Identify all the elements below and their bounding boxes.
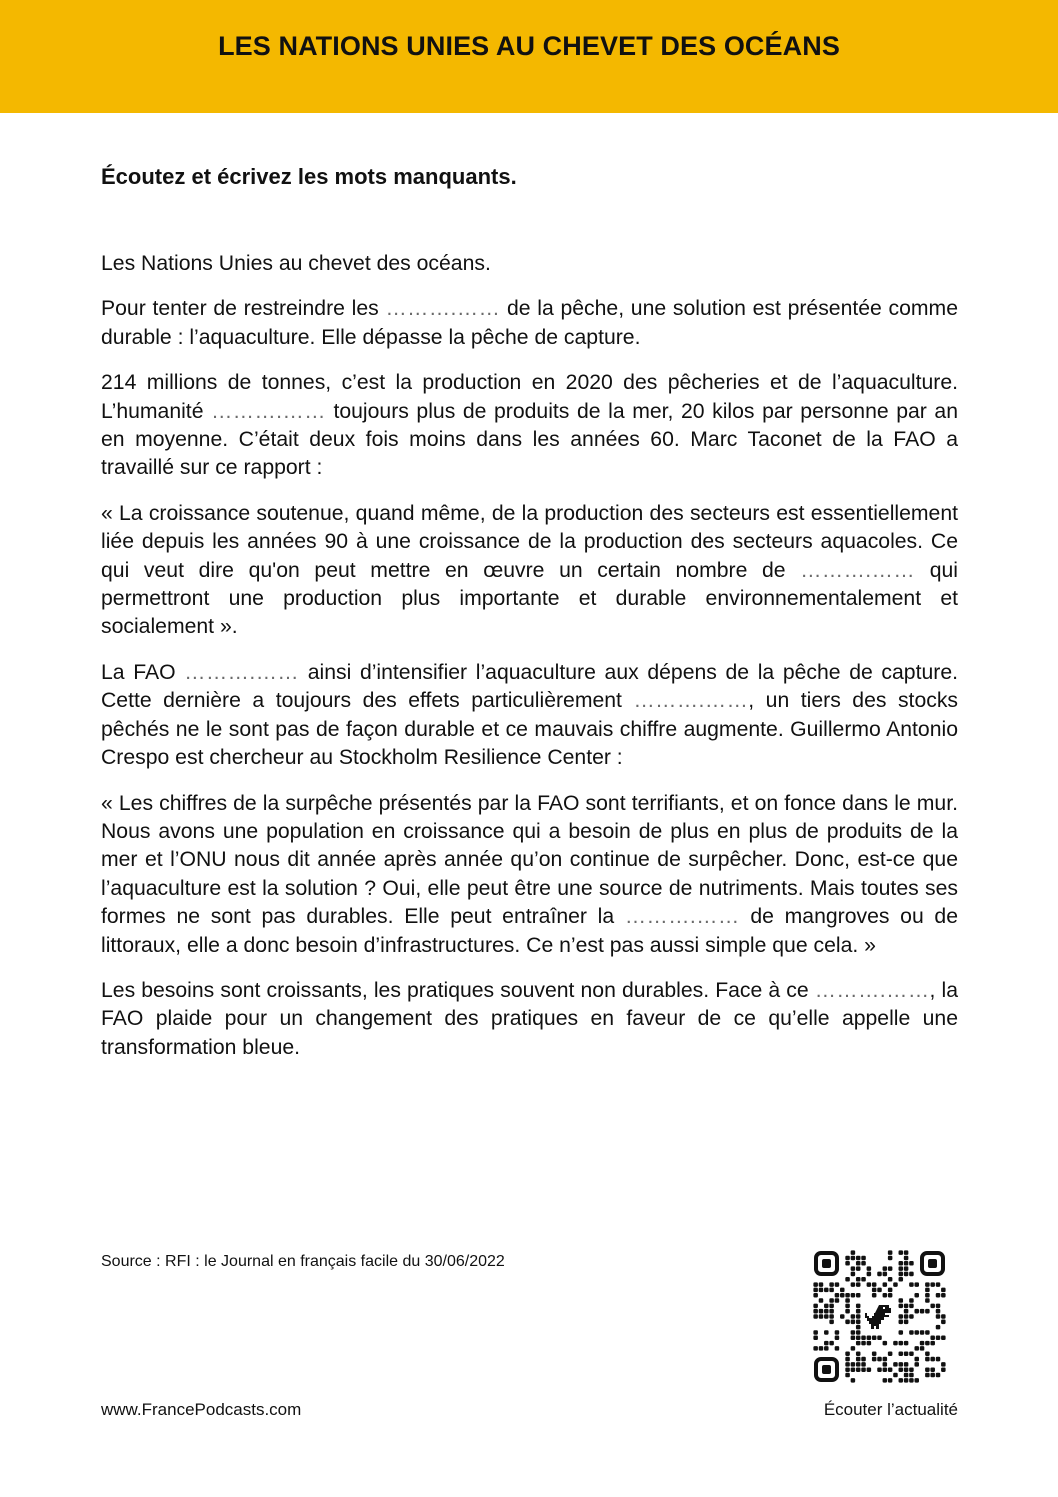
text-segment: Les besoins sont croissants, les pratiques souvent non durables. Face à ce xyxy=(101,978,815,1002)
text-segment: « La croissance soutenue, quand même, de la production des secteurs est essentiellement liée depuis les années 90 à une croissance de la production des secteurs aquacoles. Ce qui veut dire qu'on peut mettre en œuvre un certain nombre de xyxy=(101,501,958,582)
blank-gap[interactable]: ……….…… xyxy=(211,399,326,423)
page-title: LES NATIONS UNIES AU CHEVET DES OCÉANS xyxy=(218,31,840,61)
qr-code-dinosaur-icon[interactable] xyxy=(813,1250,946,1383)
text-segment: Pour tenter de restreindre les xyxy=(101,297,386,321)
blank-gap[interactable]: ……….…… xyxy=(633,689,749,713)
text-segment: « Les chiffres de la surpêche présentés par la FAO sont terrifiants, et on fonce dans le mur. Nous avons une population en croissance qui a besoin de plus en plus de produits de la mer et l’ONU nous dit année après année qu’on continue de surpêcher. Donc, est-ce que l’aquaculture est la solution ? Oui, elle peut être une source de nutriments. Mais toutes ses formes ne sont pas durables. Elle peut entraîner la xyxy=(101,791,958,929)
text-segment: qui permettront une production plus importante et durable environnementalement et socialement ». xyxy=(101,558,958,639)
blank-gap[interactable]: ……….…… xyxy=(814,978,930,1002)
exercise-text xyxy=(101,250,958,1079)
paragraph xyxy=(101,500,958,642)
website-link[interactable]: www.FrancePodcasts.com xyxy=(101,1400,302,1419)
text-segment: Les Nations Unies au chevet des océans. xyxy=(101,252,491,275)
title-banner xyxy=(0,0,1058,113)
listen-label: Écouter l’actualité xyxy=(823,1400,958,1419)
paragraph xyxy=(101,977,958,1062)
blank-gap[interactable]: ……….…… xyxy=(800,558,916,582)
paragraph xyxy=(101,295,958,352)
text-segment: toujours plus de produits de la mer, 20 kilos par personne par an en moyenne. C’était deux fois moins dans les années 60. Marc Taconet de la FAO a travaillé sur ce rapport : xyxy=(101,399,958,480)
text-segment: ainsi d’intensifier l’aquaculture aux dépens de la pêche de capture. Cette dernière a toujours des effets particulièrement xyxy=(101,660,958,713)
blank-gap[interactable]: ……….…… xyxy=(184,660,300,684)
text-segment: La FAO xyxy=(101,660,185,684)
text-segment: , la FAO plaide pour un changement des pratiques en faveur de ce qu’elle appelle une transformation bleue. xyxy=(101,978,958,1059)
text-segment: 214 millions de tonnes, c’est la production en 2020 des pêcheries et de l’aquaculture. L’humanité xyxy=(101,371,958,423)
blank-gap[interactable]: ……….…… xyxy=(624,905,740,929)
instruction: Écoutez et écrivez les mots manquants. xyxy=(101,164,517,189)
paragraph xyxy=(101,790,958,960)
source-credit: Source : RFI : le Journal en français facile du 30/06/2022 xyxy=(101,1253,505,1270)
blank-gap[interactable]: ……….…… xyxy=(385,297,501,321)
paragraph xyxy=(101,369,958,483)
paragraph xyxy=(101,659,958,773)
text-segment: de la pêche, une solution est présentée comme durable : l’aquaculture. Elle dépasse la pêche de capture. xyxy=(101,297,958,349)
text-segment: , un tiers des stocks pêchés ne le sont pas de façon durable et ce mauvais chiffre augmente. Guillermo Antonio Crespo est chercheur au Stockholm Resilience Center : xyxy=(101,689,959,770)
paragraph xyxy=(101,250,958,278)
text-segment: de mangroves ou de littoraux, elle a donc besoin d’infrastructures. Ce n’est pas aussi simple que cela. » xyxy=(101,905,958,957)
